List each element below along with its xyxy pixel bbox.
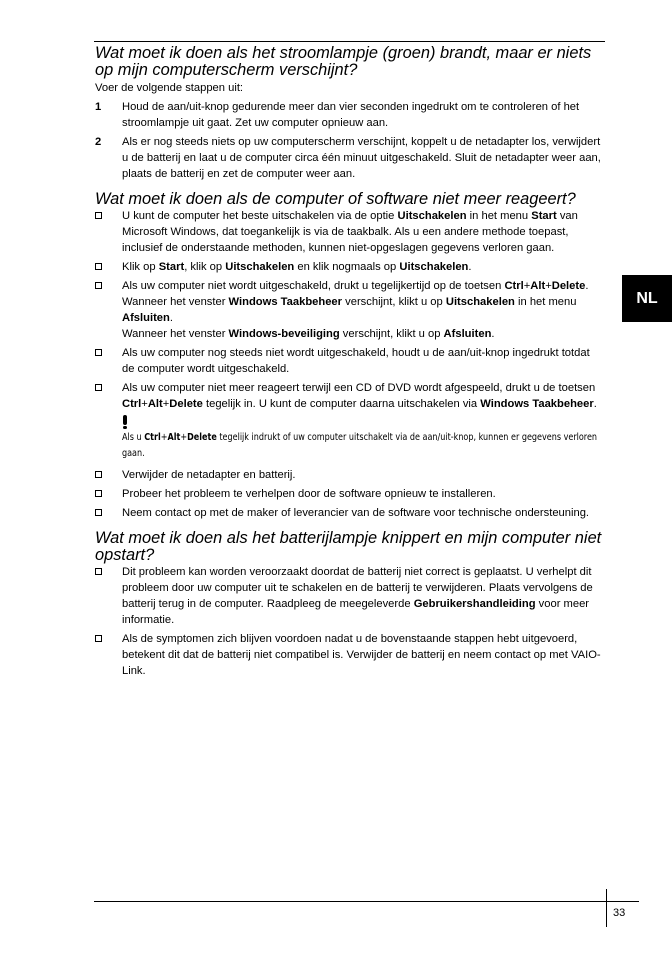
page-number: 33 <box>613 907 626 919</box>
text: verschijnt, klikt u op <box>339 328 444 340</box>
bold-text: Start <box>158 261 185 273</box>
key-name: Delete <box>169 398 203 410</box>
text: , klik op <box>184 261 226 273</box>
checkbox-bullet-icon <box>95 212 102 219</box>
text: in het menu <box>466 210 532 222</box>
bullet-item <box>95 505 605 521</box>
key-name: Alt <box>530 280 546 292</box>
step-number: 2 <box>95 136 102 148</box>
bold-text: Windows Taakbeheer <box>480 398 594 410</box>
bold-text: Afsluiten <box>122 312 170 324</box>
text: Dit probleem kan worden veroorzaakt doordat de batterij niet correct is geplaatst. U verhelpt dit probleem door uw computer uit te schakelen en de batterij te verwijderen. Plaats vervolgens de batterij terug in de computer. Raadpleeg de meegeleverde <box>122 566 593 610</box>
bold-text: Windows-beveiliging <box>228 328 340 340</box>
checkbox-bullet-icon <box>95 490 102 497</box>
bullet-item <box>95 467 605 483</box>
bullet-item <box>95 486 605 502</box>
step-number: 1 <box>95 101 102 113</box>
bullet-item <box>95 259 605 275</box>
text: tegelijk in. U kunt de computer daarna uitschakelen via <box>202 398 481 410</box>
text: Verwijder de netadapter en batterij. <box>122 469 296 481</box>
page-number-divider <box>606 889 607 927</box>
key-name: Ctrl <box>144 432 161 443</box>
bold-text: Uitschakelen <box>399 261 469 273</box>
text: verschijnt, klikt u op <box>342 296 446 308</box>
step-item <box>95 134 605 182</box>
key-plus: + <box>180 432 188 443</box>
key-name: Delete <box>551 280 586 292</box>
text: . Wanneer het venster <box>122 280 589 308</box>
text: tegelijk indrukt of uw computer uitschakelt via de aan/uit-knop, kunnen er gegevens verloren gaan. <box>122 432 598 459</box>
section-intro: Voer de volgende stappen uit: <box>95 82 244 94</box>
text: Als uw computer niet meer reageert terwijl een CD of DVD wordt afgespeeld, drukt u de toetsen <box>122 382 596 394</box>
text: Als uw computer nog steeds niet wordt uitgeschakeld, houdt u de aan/uit-knop ingedrukt totdat de computer wordt uitgeschakeld. <box>122 347 590 375</box>
checkbox-bullet-icon <box>95 471 102 478</box>
bullet-item <box>95 631 605 679</box>
step-text: Als er nog steeds niets op uw computerscherm verschijnt, koppelt u de netadapter los, verwijdert u de batterij en laat u de computer circa één minuut uitgeschakeld. Sluit de netadapter weer aan, plaats de batterij en zet de computer weer aan. <box>122 136 601 180</box>
text: . <box>491 328 495 340</box>
key-plus: + <box>545 280 552 292</box>
section-heading-not-responding: Wat moet ik doen als de computer of software niet meer reageert? <box>95 190 576 208</box>
key-name: Alt <box>167 432 181 443</box>
key-name: Delete <box>187 432 217 443</box>
text: Probeer het probleem te verhelpen door de software opnieuw te installeren. <box>122 488 496 500</box>
exclamation-icon <box>123 415 127 429</box>
bold-text: Gebruikershandleiding <box>413 598 536 610</box>
bold-text: Afsluiten <box>443 328 492 340</box>
text: Als u <box>122 432 145 443</box>
text: en klik nogmaals op <box>294 261 400 273</box>
step-item <box>95 99 605 131</box>
text: in het menu <box>514 296 577 308</box>
text: . <box>468 261 472 273</box>
bullet-list <box>95 564 605 679</box>
footer-rule <box>94 901 639 902</box>
text: Als uw computer niet wordt uitgeschakeld, drukt u tegelijkertijd op de toetsen <box>122 280 505 292</box>
text: Klik op <box>122 261 159 273</box>
language-tab: NL <box>622 275 672 322</box>
bold-text: Uitschakelen <box>225 261 295 273</box>
bold-text: Start <box>531 210 557 222</box>
bullet-item <box>95 380 605 412</box>
key-plus: + <box>160 432 168 443</box>
bullet-item <box>95 345 605 377</box>
section-heading-battery-light: Wat moet ik doen als het batterijlampje knippert en mijn computer niet opstart? <box>95 529 602 564</box>
steps-list <box>95 99 605 182</box>
step-text: Houd de aan/uit-knop gedurende meer dan vier seconden ingedrukt om te controleren of het stroomlampje uit gaat. Zet uw computer opnieuw aan. <box>122 101 580 129</box>
bullet-list <box>95 208 605 412</box>
text: . <box>169 312 173 324</box>
checkbox-bullet-icon <box>95 384 102 391</box>
bullet-list <box>95 467 605 521</box>
checkbox-bullet-icon <box>95 349 102 356</box>
key-plus: + <box>141 398 148 410</box>
checkbox-bullet-icon <box>95 568 102 575</box>
bold-text: Uitschakelen <box>445 296 515 308</box>
bullet-item <box>95 208 605 256</box>
text: van Microsoft Windows, dat toegankelijk is via de taakbalk. Als u een andere methode toepast, inclusief de onderstaande methoden, kunnen niet-opgeslagen gegevens verloren gaan. <box>122 210 578 254</box>
note-text <box>122 430 604 462</box>
bullet-item <box>95 564 605 628</box>
text: . <box>593 398 597 410</box>
bullet-item <box>95 278 605 342</box>
text: Wanneer het venster <box>122 328 229 340</box>
warning-note <box>95 415 605 462</box>
text: Neem contact op met de maker of leverancier van de software voor technische ondersteuning. <box>122 507 590 519</box>
key-name: Ctrl <box>122 398 142 410</box>
bold-text: Uitschakelen <box>397 210 467 222</box>
text: voor meer informatie. <box>122 598 590 626</box>
key-plus: + <box>523 280 531 292</box>
bold-text: Windows Taakbeheer <box>228 296 343 308</box>
page-content <box>95 45 605 682</box>
key-name: Ctrl <box>504 280 524 292</box>
top-rule <box>94 41 605 42</box>
key-plus: + <box>162 398 170 410</box>
text: Als de symptomen zich blijven voordoen nadat u de bovenstaande stappen hebt uitgevoerd, betekent dit dat de batterij niet compatibel is. Verwijder de batterij en neem contact op met VAIO-Link. <box>122 633 601 677</box>
checkbox-bullet-icon <box>95 282 102 289</box>
checkbox-bullet-icon <box>95 509 102 516</box>
text: U kunt de computer het beste uitschakelen via de optie <box>122 210 398 222</box>
key-name: Alt <box>147 398 163 410</box>
checkbox-bullet-icon <box>95 635 102 642</box>
section-heading-power-light: Wat moet ik doen als het stroomlampje (groen) brandt, maar er niets op mijn computerscherm verschijnt? <box>95 44 592 79</box>
checkbox-bullet-icon <box>95 263 102 270</box>
